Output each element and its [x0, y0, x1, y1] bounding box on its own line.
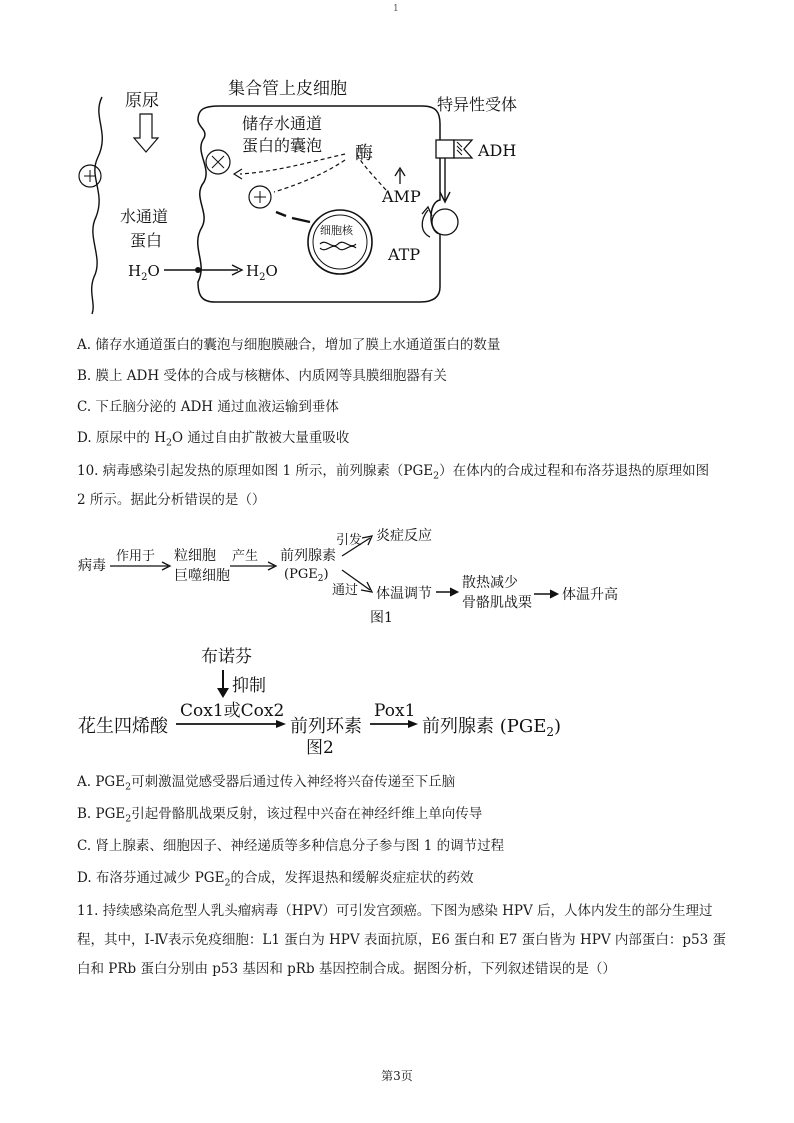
heat-line1: 散热减少	[462, 575, 518, 591]
virus-label: 病毒	[78, 558, 106, 574]
q10-stem-line1: 10. 病毒感染引起发热的原理如图 1 所示，前列腺素$(PGE_2)$在体内的合成过程和布洛芬退热的原理如图	[77, 463, 710, 482]
cell-title: 集合管上皮细胞	[228, 79, 347, 99]
atp-label: ATP	[388, 245, 421, 264]
figure-1-fever-pathway	[70, 520, 650, 625]
q11-stem-line1: 11. 持续感染高危型人乳头瘤病毒（HPV）可引发宫颈癌。下图为感染 HPV 后，人体内发生的部分生理过	[77, 903, 713, 919]
q11-stem-line2: 程，其中，I-Ⅳ表示免疫细胞：L1 蛋白为 HPV 表面抗原，E6 蛋白和 E7 蛋白皆为 HPV 内部蛋白：p53 蛋	[77, 932, 726, 948]
via-label: 通过	[332, 583, 359, 598]
arachidonic-label: 花生四烯酸	[78, 716, 168, 737]
q10-option-d: D. 布洛芬通过减少 $PGE_2$的合成，发挥退热和缓解炎症症状的药效	[77, 870, 474, 889]
adenylate-cyclase	[432, 209, 458, 235]
q9-option-b: B. 膜上 ADH 受体的合成与核糖体、内质网等具膜细胞器有关	[77, 368, 447, 384]
dna-strand	[320, 242, 356, 245]
amp-label: AMP	[382, 187, 421, 206]
pge-line2: $(PGE_2)$	[284, 567, 329, 584]
h2o-right: $H_2O$	[246, 262, 278, 283]
q10-stem-line2: 2 所示。据此分析错误的是（）	[77, 492, 266, 508]
receptor-label: 特异性受体	[437, 95, 518, 114]
page-footer: 第3页	[381, 1069, 413, 1083]
aquaporin-label-line1: 水通道	[120, 207, 169, 226]
receptor-box	[436, 140, 454, 158]
enzyme-arrow-dashed	[240, 154, 345, 174]
adh-hormone	[454, 140, 472, 158]
q9-option-c: C. 下丘脑分泌的 ADH 通过血液运输到垂体	[77, 399, 339, 415]
q11-stem-line3: 白和 PRb 蛋白分别由 p53 基因和 pRb 基因控制合成。据图分析，下列叙述错误的是（）	[77, 961, 616, 977]
pge2-label: 前列腺素 $(PGE_2)$	[422, 716, 562, 739]
primary-urine-arrow	[134, 114, 158, 152]
q10-option-a: A. $PGE_2$可刺激温觉感受器后通过传入神经将兴奋传递至下丘脑	[77, 774, 456, 793]
q9-option-a: A. 储存水通道蛋白的囊泡与细胞膜融合，增加了膜上水通道蛋白的数量	[77, 337, 501, 353]
cells-line2: 巨噬细胞	[174, 568, 230, 584]
page-top-number: 1	[393, 4, 399, 14]
pge-line1: 前列腺素	[280, 548, 336, 564]
heat-line2: 骨骼肌战栗	[462, 595, 532, 611]
trigger-label: 引发	[336, 533, 363, 548]
pox-label: Pox1	[374, 701, 416, 721]
q10-option-b: B. $PGE_2$引起骨骼肌战栗反射，该过程中兴奋在神经纤维上单向传导	[77, 806, 483, 825]
thermoregulation-label: 体温调节	[376, 586, 432, 602]
primary-urine-label: 原尿	[125, 91, 159, 111]
ibuprofen-label: 布诺芬	[201, 647, 252, 667]
temp-up-label: 体温升高	[562, 587, 618, 603]
inhibit-label: 抑制	[232, 676, 266, 696]
figure-1-caption: 图1	[370, 610, 393, 625]
q10-option-c: C. 肾上腺素、细胞因子、神经递质等多种信息分子参与图 1 的调节过程	[77, 838, 505, 854]
figure-2-pge-synthesis	[70, 640, 590, 760]
prostacyclin-label: 前列环素	[290, 716, 362, 737]
atp-to-amp-arrow	[422, 210, 430, 237]
h2o-left: $H_2O$	[128, 262, 160, 283]
mrna-dashes	[276, 212, 310, 222]
vesicle-label-line1: 储存水通道	[242, 114, 323, 133]
cox-label: Cox1或Cox2	[180, 701, 285, 721]
acts-on-label: 作用于	[116, 549, 156, 564]
cells-line1: 粒细胞	[174, 548, 216, 564]
vesicle-label-line2: 蛋白的囊泡	[242, 136, 323, 155]
q9-option-d: D. 原尿中的 $H_2O$ 通过自由扩散被大量重吸收	[77, 430, 350, 449]
figure-2-caption: 图2	[306, 738, 334, 758]
nucleus-label: 细胞核	[320, 224, 353, 237]
collecting-duct-diagram	[70, 72, 550, 317]
tubule-wall-left	[92, 97, 103, 314]
enzyme-label: 酶	[355, 143, 373, 164]
produce-label: 产生	[232, 549, 259, 564]
inflammation-label: 炎症反应	[376, 528, 432, 544]
adh-label: ADH	[478, 141, 517, 160]
aquaporin-label-line2: 蛋白	[130, 231, 163, 250]
